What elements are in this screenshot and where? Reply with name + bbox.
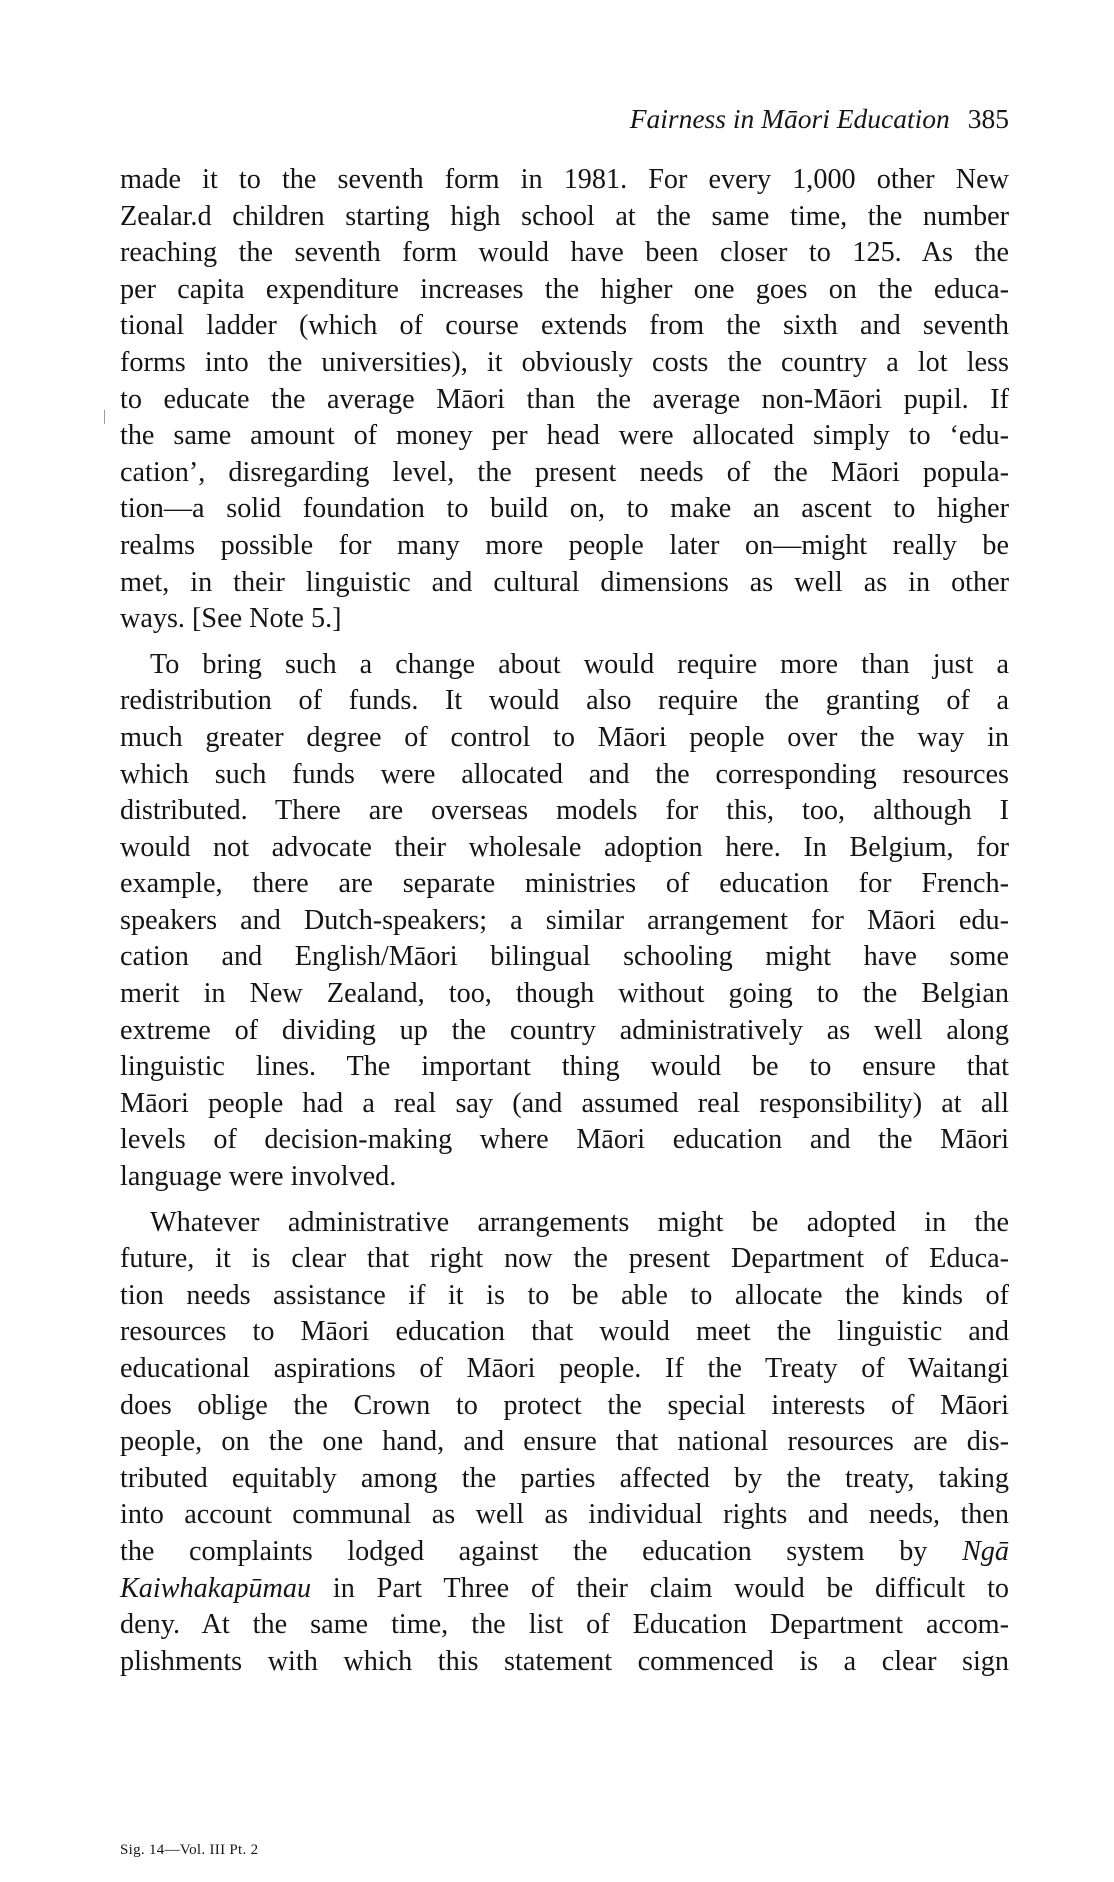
text-line: met, in their linguistic and cultural dimensions as well as in other (120, 566, 1009, 598)
text-line: plishments with which this statement commenced is a clear sign (120, 1645, 1009, 1677)
text-line: deny. At the same time, the list of Education Department accom- (120, 1609, 1009, 1641)
paragraph-3 (120, 1205, 1009, 1681)
text-line: realms possible for many more people later on—might really be (120, 529, 1009, 561)
page-number: 385 (967, 103, 1009, 134)
text-line (120, 1571, 1009, 1608)
text-line: tributed equitably among the parties affected by the treaty, taking (120, 1462, 1009, 1494)
text-line: tion—a solid foundation to build on, to make an ascent to higher (120, 493, 1009, 525)
text-line: much greater degree of control to Māori people over the way in (120, 721, 1009, 753)
text-line: future, it is clear that right now the present Department of Educa- (120, 1243, 1009, 1275)
text-segment: the complaints lodged against the education system by (120, 1535, 962, 1567)
text-line: made it to the seventh form in 1981. For every 1,000 other New (120, 164, 1009, 195)
signature-mark: Sig. 14—Vol. III Pt. 2 (120, 1842, 259, 1858)
text-line: levels of decision-making where Māori education and the Māori (120, 1124, 1009, 1156)
text-line: per capita expenditure increases the higher one goes on the educa- (120, 273, 1009, 305)
text-line: Māori people had a real say (and assumed real responsibility) at all (120, 1087, 1009, 1119)
text-line: ways. [See Note 5.] (120, 603, 342, 635)
running-title: Fairness in Māori Education (629, 103, 950, 134)
text-line: which such funds were allocated and the corresponding resources (120, 758, 1009, 790)
running-header (120, 102, 1009, 136)
text-line: example, there are separate ministries of education for French- (120, 868, 1009, 900)
text-line: reaching the seventh form would have been closer to 125. As the (120, 237, 1009, 269)
text-line: Zealar.d children starting high school at the same time, the number (120, 200, 1009, 232)
text-line: people, on the one hand, and ensure that national resources are dis- (120, 1426, 1009, 1458)
text-line: into account communal as well as individual rights and needs, then (120, 1499, 1009, 1531)
body-text (120, 162, 1009, 1680)
text-line: language were involved. (120, 1161, 397, 1193)
margin-mark (104, 410, 105, 424)
text-line: to educate the average Māori than the average non-Māori pupil. If (120, 383, 1009, 415)
paragraph-2 (120, 647, 1009, 1196)
text-line: merit in New Zealand, too, though without going to the Belgian (120, 978, 1009, 1010)
claimant-name-part2: Kaiwhakapūmau (120, 1572, 312, 1604)
text-line: resources to Māori education that would meet the linguistic and (120, 1316, 1009, 1348)
text-segment: in Part Three of their claim would be difficult to (311, 1572, 1009, 1604)
text-line: cation’, disregarding level, the present needs of the Māori popula- (120, 456, 1009, 488)
text-line (120, 1534, 1009, 1571)
text-line: extreme of dividing up the country administratively as well along (120, 1014, 1009, 1046)
claimant-name-part1: Ngā (962, 1535, 1009, 1567)
text-line: linguistic lines. The important thing would be to ensure that (120, 1051, 1009, 1083)
text-line: tion needs assistance if it is to be able to allocate the kinds of (120, 1279, 1009, 1311)
text-line: the same amount of money per head were allocated simply to ‘edu- (120, 420, 1009, 452)
paragraph-1 (120, 162, 1009, 638)
text-line: To bring such a change about would require more than just a (150, 648, 1009, 680)
text-line: forms into the universities), it obviously costs the country a lot less (120, 346, 1009, 378)
text-line: speakers and Dutch-speakers; a similar arrangement for Māori edu- (120, 904, 1009, 936)
text-line: distributed. There are overseas models for this, too, although I (120, 795, 1009, 827)
text-line: would not advocate their wholesale adoption here. In Belgium, for (120, 831, 1009, 863)
text-line: educational aspirations of Māori people. If the Treaty of Waitangi (120, 1353, 1009, 1384)
text-line: tional ladder (which of course extends from the sixth and seventh (120, 310, 1009, 342)
text-line: cation and English/Māori bilingual schooling might have some (120, 941, 1009, 973)
text-line: does oblige the Crown to protect the special interests of Māori (120, 1389, 1009, 1421)
text-line: redistribution of funds. It would also require the granting of a (120, 685, 1009, 717)
text-line: Whatever administrative arrangements might be adopted in the (150, 1206, 1009, 1238)
